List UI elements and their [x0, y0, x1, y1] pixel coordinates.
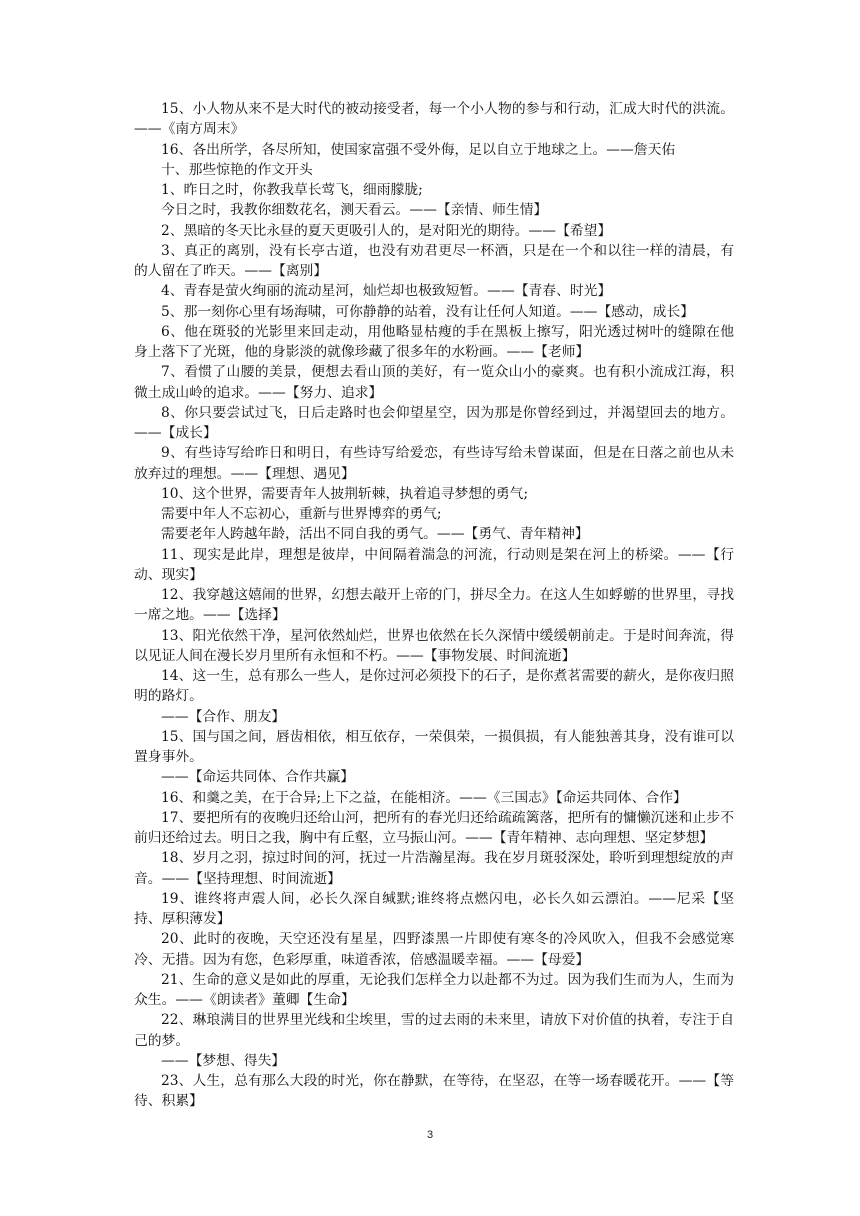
paragraph: 需要老年人跨越年龄，活出不同自我的勇气。——【勇气、青年精神】 — [161, 526, 589, 543]
paragraph: 20、此时的夜晚，天空还没有星星，四野漆黑一片即使有寒冬的冷风吹入，但我不会感觉寒冷、无措。因为有您，色彩厚重，味道香浓，倍感温暖幸福。——【母爱】 — [134, 931, 734, 968]
paragraph: 8、你只要尝试过飞，日后走路时也会仰望星空，因为那是你曾经到过，并渴望回去的地方。——【成长】 — [134, 404, 734, 441]
paragraph: ——【命运共同体、合作共赢】 — [161, 769, 355, 786]
paragraph: 7、看惯了山腰的美景，便想去看山顶的美好，有一览众山小的豪爽。也有积小流成江海，积微土成山岭的追求。——【努力、追求】 — [134, 364, 734, 401]
document-body — [134, 99, 734, 1112]
paragraph: 11、现实是此岸，理想是彼岸，中间隔着湍急的河流，行动则是架在河上的桥梁。——【行动、现实】 — [134, 546, 734, 583]
paragraph: 4、青春是萤火绚丽的流动星河，灿烂却也极致短暂。——【青春、时光】 — [161, 283, 612, 300]
page-number: 3 — [426, 1129, 434, 1141]
paragraph: 16、各出所学，各尽所知，使国家富强不受外侮，足以自立于地球之上。——詹天佑 — [161, 141, 676, 158]
paragraph: 15、小人物从来不是大时代的被动接受者，每一个小人物的参与和行动，汇成大时代的洪流。——《南方周末》 — [134, 101, 734, 138]
paragraph: 2、黑暗的冬天比永昼的夏天更吸引人的，是对阳光的期待。——【希望】 — [161, 222, 612, 239]
paragraph: 今日之时，我教你细数花名，测天看云。——【亲情、师生情】 — [161, 202, 548, 219]
paragraph: 19、谁终将声震人间，必长久深自缄默;谁终将点燃闪电，必长久如云漂泊。——尼采【坚持、厚积薄发】 — [134, 890, 734, 927]
paragraph: 21、生命的意义是如此的厚重，无论我们怎样全力以赴都不为过。因为我们生而为人，生而为众生。——《朗读者》董卿【生命】 — [134, 971, 734, 1008]
paragraph: 需要中年人不忘初心，重新与世界博弈的勇气; — [161, 506, 442, 522]
paragraph: 10、这个世界，需要青年人披荆斩棘，执着追寻梦想的勇气; — [161, 485, 529, 502]
paragraph: 22、琳琅满目的世界里光线和尘埃里，雪的过去雨的未来里，请放下对价值的执着，专注于自己的梦。 — [134, 1012, 734, 1049]
paragraph: 十、那些惊艳的作文开头 — [161, 161, 313, 178]
paragraph: ——【合作、朋友】 — [161, 708, 286, 725]
paragraph: 12、我穿越这嬉闹的世界，幻想去敲开上帝的门，拼尽全力。在这人生如蜉蝣的世界里，寻找一席之地。——【选择】 — [134, 587, 734, 624]
paragraph: 6、他在斑驳的光影里来回走动，用他略显枯瘦的手在黑板上擦写，阳光透过树叶的缝隙在他身上落下了光斑，他的身影淡的就像珍藏了很多年的水粉画。——【老师】 — [134, 323, 734, 360]
paragraph: 9、有些诗写给昨日和明日，有些诗写给爱恋，有些诗写给未曾谋面，但是在日落之前也从未放弃过的理想。——【理想、遇见】 — [134, 445, 734, 482]
paragraph: 16、和羹之美，在于合异;上下之益，在能相济。——《三国志》【命运共同体、合作】 — [161, 789, 687, 806]
paragraph: 15、国与国之间，唇齿相依，相互依存，一荣俱荣，一损俱损，有人能独善其身，没有谁可以置身事外。 — [134, 728, 734, 765]
paragraph: 17、要把所有的夜晚归还给山河，把所有的春光归还给疏疏篱落，把所有的慵懒沉迷和止步不前归还给过去。明日之我，胸中有丘壑，立马振山河。——【青年精神、志向理想、坚定梦想】 — [134, 809, 734, 846]
paragraph: 23、人生，总有那么大段的时光，你在静默，在等待，在坚忍，在等一场春暖花开。——【等待、积累】 — [134, 1073, 734, 1110]
paragraph: 3、真正的离别，没有长亭古道，也没有劝君更尽一杯酒，只是在一个和以往一样的清晨，有的人留在了昨天。——【离别】 — [134, 242, 734, 279]
paragraph: 5、那一刻你心里有场海啸，可你静静的站着，没有让任何人知道。——【感动，成长】 — [161, 303, 695, 320]
paragraph: 1、昨日之时，你教我草长莺飞，细雨朦胧; — [161, 182, 423, 198]
paragraph: 18、岁月之羽，掠过时间的河，抚过一片浩瀚星海。我在岁月斑驳深处，聆听到理想绽放的声音。——【坚持理想、时间流逝】 — [134, 850, 734, 887]
paragraph: 13、阳光依然干净，星河依然灿烂，世界也依然在长久深情中缓缓朝前走。于是时间奔流，得以见证人间在漫长岁月里所有永恒和不朽。——【事物发展、时间流逝】 — [134, 627, 734, 664]
paragraph: ——【梦想、得失】 — [161, 1052, 286, 1069]
paragraph: 14、这一生，总有那么一些人，是你过河必须投下的石子，是你煮茗需要的薪火，是你夜归照明的路灯。 — [134, 668, 734, 705]
